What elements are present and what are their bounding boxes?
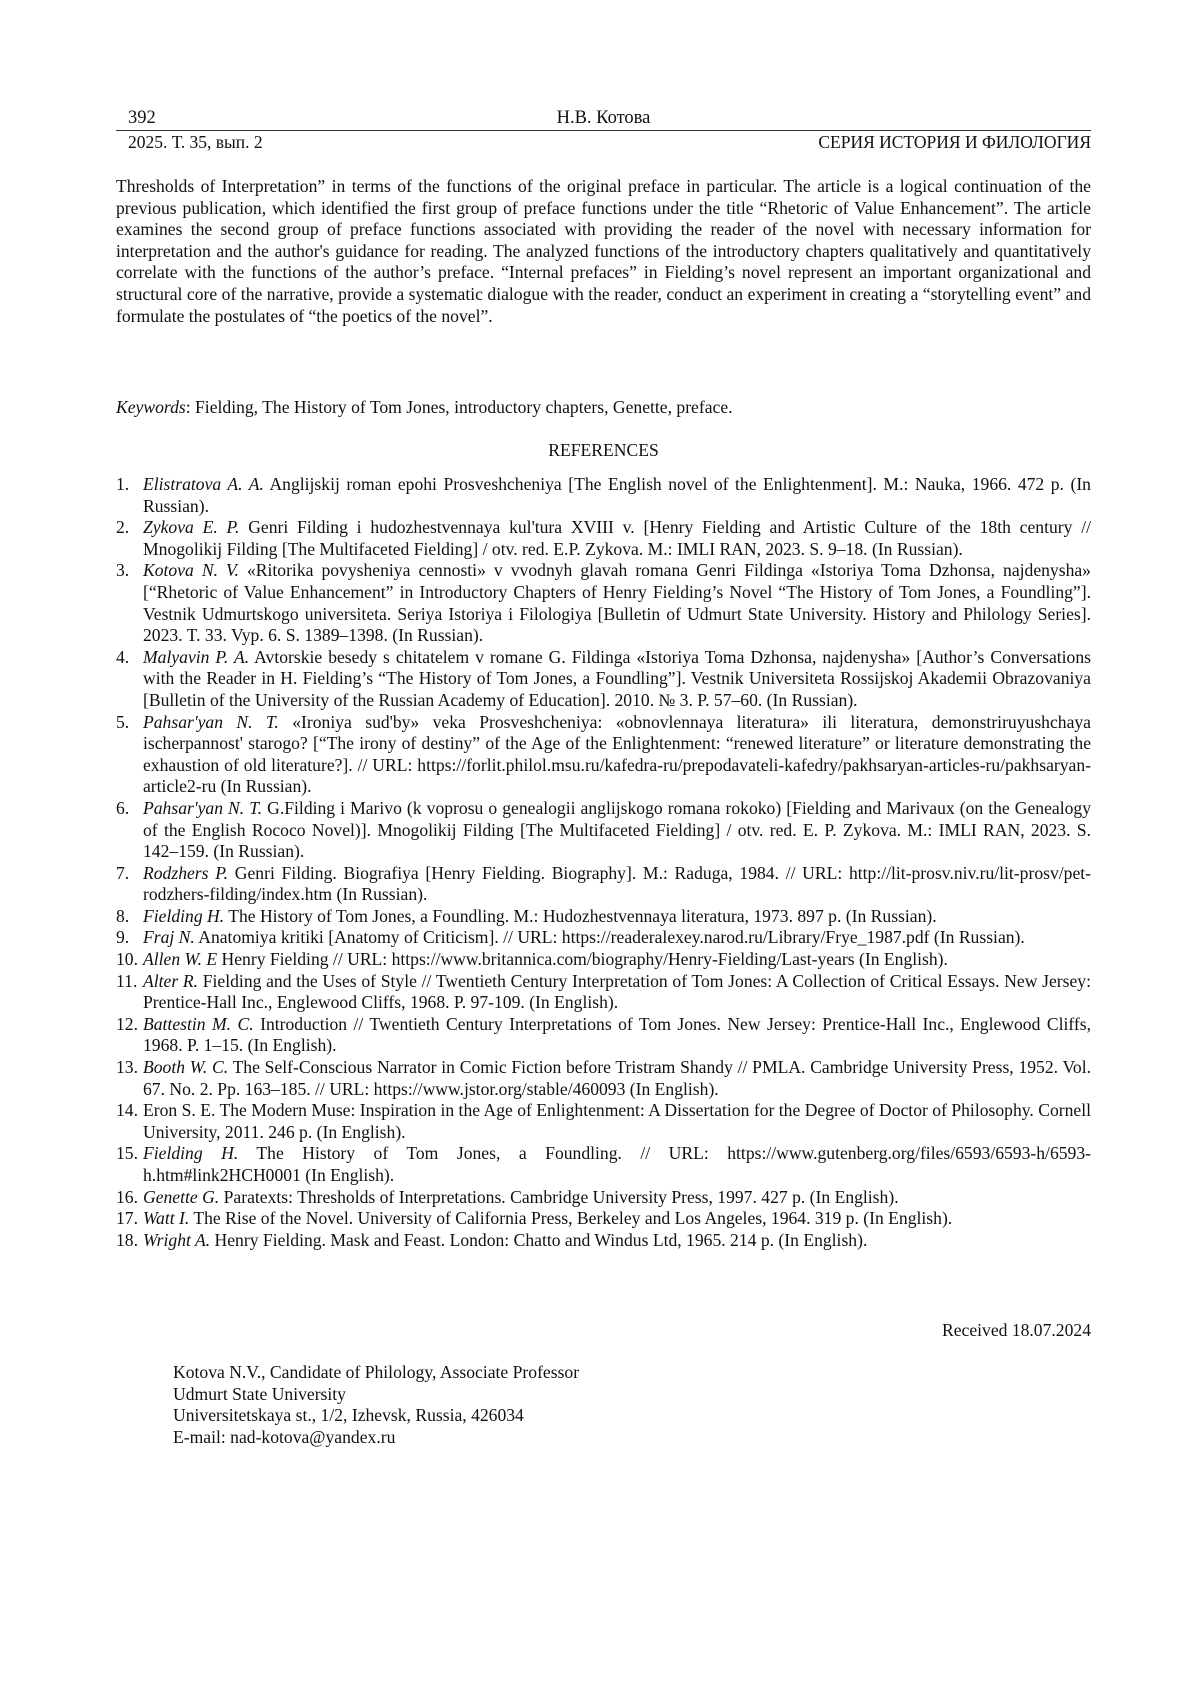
- reference-author: Alter R.: [143, 970, 199, 991]
- reference-item: [116, 863, 1091, 906]
- reference-number: 15.: [116, 1143, 138, 1164]
- reference-item: [116, 560, 1091, 646]
- reference-author: Elistratova A. A.: [143, 474, 264, 494]
- reference-item: [116, 1187, 1091, 1209]
- reference-number: 3.: [116, 560, 130, 581]
- reference-text: Anatomiya kritiki [Anatomy of Criticism]. // URL: https://readeralexey.narod.ru/Library/Frye_1987.pdf (In Russian).: [194, 927, 1025, 948]
- reference-item: [116, 1014, 1091, 1057]
- reference-item: [116, 1143, 1091, 1186]
- reference-item: [116, 712, 1091, 798]
- author-address: Universitetskaya st., 1/2, Izhevsk, Russia, 426034: [173, 1405, 524, 1426]
- page-number: 392: [128, 108, 156, 128]
- reference-item: [116, 1230, 1091, 1252]
- reference-author: Fielding H.: [143, 905, 225, 926]
- reference-number: 14.: [116, 1100, 138, 1121]
- reference-text: Avtorskie besedy s chitatelem v romane G. Fildinga «Istoriya Toma Dzhonsa, najdenysha» [Author’s Conversations with the Reader in H. Fielding’s “The History of Tom Jones, a Foundling”]. Vestnik Universiteta Rossijskoj Akademii Obrazovaniya [Bulletin of the University of the Russian Academy of Education]. 2010. № 3. P. 57–60. (In Russian).: [143, 646, 1091, 710]
- reference-text: Paratexts: Thresholds of Interpretations. Cambridge University Press, 1997. 427 p. (In English).: [219, 1186, 899, 1207]
- reference-number: 10.: [116, 949, 138, 970]
- reference-number: 1.: [116, 474, 130, 494]
- reference-item: [116, 1057, 1091, 1100]
- reference-author: Battestin M. C.: [143, 1013, 254, 1034]
- reference-author: Malyavin P. A.: [143, 646, 250, 667]
- reference-author: Wright A.: [143, 1229, 211, 1250]
- reference-number: 6.: [116, 797, 130, 818]
- reference-number: 8.: [116, 905, 130, 926]
- reference-author: Pahsar'yan N. T.: [143, 711, 279, 732]
- reference-text: The Rise of the Novel. University of California Press, Berkeley and Los Angeles, 1964. 319 p. (In English).: [189, 1208, 953, 1229]
- reference-number: 13.: [116, 1057, 138, 1078]
- keywords-label: Keywords: [116, 397, 186, 417]
- references-list: [116, 474, 1091, 1251]
- reference-number: 2.: [116, 517, 130, 538]
- reference-author: Booth W. C.: [143, 1057, 229, 1078]
- reference-text: «Ironiya sud'by» veka Prosveshcheniya: «obnovlennaya literatura» ili literatura, demonstriruyushchaya ischerpannost' starogo? [“The irony of destiny” of the Age of the Enlightenment: “renewed literature” or literature demonstrating the exhaustion of old literature?]. // URL: https://forlit.philol.msu.ru/kafedra-ru/prepodavateli-kafedry/pakhsaryan-articles-ru/pakhsaryan-article2-ru (In Russian).: [143, 711, 1091, 797]
- reference-item: [116, 1100, 1091, 1143]
- reference-text: The History of Tom Jones, a Foundling. M.: Hudozhestvennaya literatura, 1973. 897 p. (In Russian).: [224, 905, 937, 926]
- reference-author: Genette G.: [143, 1186, 220, 1207]
- reference-text: Henry Fielding // URL: https://www.britannica.com/biography/Henry-Fielding/Last-years (In English).: [217, 949, 948, 970]
- reference-number: 12.: [116, 1013, 138, 1034]
- keywords: [116, 397, 1091, 419]
- reference-item: [116, 971, 1091, 1014]
- reference-text: Genri Filding i hudozhestvennaya kul'tura XVIII v. [Henry Fielding and Artistic Culture of the 18th century // Mnogolikij Filding [The Multifaceted Fielding] / otv. red. E.P. Zykova. M.: IMLI RAN, 2023. S. 9–18. (In Russian).: [143, 517, 1092, 559]
- reference-number: 9.: [116, 927, 130, 948]
- author-email: E-mail: nad-kotova@yandex.ru: [173, 1426, 396, 1447]
- reference-number: 11.: [116, 970, 138, 991]
- author-affiliation: Udmurt State University: [173, 1383, 346, 1404]
- reference-text: Fielding and the Uses of Style // Twentieth Century Interpretation of Tom Jones: A Collection of Critical Essays. New Jersey: Prentice-Hall Inc., Englewood Cliffs, 1968. P. 97-109. (In English).: [143, 970, 1091, 1013]
- reference-item: [116, 798, 1091, 863]
- reference-number: 18.: [116, 1229, 138, 1250]
- reference-text: «Ritorika povysheniya cennosti» v vvodnyh glavah romana Genri Fildinga «Istoriya Toma Dzhonsa, najdenysha» [“Rhetoric of Value Enhancement” in Introductory Chapters of Henry Fielding’s Novel “The History of Tom Jones, a Foundling”]. Vestnik Udmurtskogo universiteta. Seriya Istoriya i Filologiya [Bulletin of Udmurt State University. History and Philology Series]. 2023. T. 33. Vyp. 6. S. 1389–1398. (In Russian).: [143, 560, 1091, 646]
- keywords-text: : Fielding, The History of Tom Jones, introductory chapters, Genette, preface.: [185, 397, 733, 417]
- received-date: Received 18.07.2024: [941, 1320, 1091, 1340]
- running-header: [116, 108, 1091, 131]
- reference-text: Anglijskij roman epohi Prosveshcheniya [The English novel of the Enlightenment]. M.: Nauka, 1966. 472 p. (In Russian).: [143, 474, 1091, 516]
- reference-text: Eron S. E. The Modern Muse: Inspiration in the Age of Enlightenment: A Dissertation for the Degree of Doctor of Philosophy. Cornell University, 2011. 246 p. (In English).: [143, 1100, 1091, 1142]
- reference-text: Genri Filding. Biografiya [Henry Fielding. Biography]. M.: Raduga, 1984. // URL: http://lit-prosv.niv.ru/lit-prosv/pet-rodzhers-filding/index.htm (In Russian).: [143, 862, 1091, 905]
- reference-author: Zykova E. P.: [143, 517, 240, 538]
- reference-item: [116, 647, 1091, 712]
- header-author: Н.В. Котова: [556, 108, 651, 128]
- reference-number: 4.: [116, 646, 130, 667]
- reference-text: G.Filding i Marivo (k voprosu o genealogii anglijskogo romana rokoko) [Fielding and Marivaux (on the Genealogy of the English Rococo Novel)]. Mnogolikij Filding [The Multifaceted Fielding] / otv. red. E. P. Zykova. M.: IMLI RAN, 2023. S. 142–159. (In Russian).: [143, 797, 1091, 862]
- reference-text: Henry Fielding. Mask and Feast. London: Chatto and Windus Ltd, 1965. 214 p. (In English).: [210, 1229, 868, 1250]
- reference-text: The Self-Conscious Narrator in Comic Fiction before Tristram Shandy // PMLA. Cambridge University Press, 1952. Vol. 67. No. 2. Pp. 163–185. // URL: https://www.jstor.org/stable/460093 (In English).: [143, 1057, 1091, 1099]
- reference-item: [116, 474, 1091, 517]
- reference-item: [116, 517, 1091, 560]
- reference-author: Rodzhers P.: [143, 862, 229, 883]
- reference-item: [116, 927, 1091, 949]
- reference-number: 5.: [116, 711, 130, 732]
- author-name: Kotova N.V., Candidate of Philology, Associate Professor: [173, 1362, 580, 1382]
- reference-author: Fielding H.: [143, 1143, 239, 1164]
- references-heading: REFERENCES: [548, 440, 659, 460]
- reference-number: 16.: [116, 1186, 138, 1207]
- reference-text: The History of Tom Jones, a Foundling. // URL: https://www.gutenberg.org/files/6593/6593-h/6593-h.htm#link2HCH0001 (In English).: [143, 1143, 1091, 1185]
- reference-author: Fraj N.: [143, 927, 195, 948]
- author-info: [173, 1362, 579, 1448]
- reference-number: 7.: [116, 862, 130, 883]
- series-title: СЕРИЯ ИСТОРИЯ И ФИЛОЛОГИЯ: [818, 132, 1091, 152]
- reference-number: 17.: [116, 1208, 138, 1229]
- reference-author: Pahsar'yan N. T.: [143, 797, 263, 818]
- abstract-text: Thresholds of Interpretation” in terms of the functions of the original preface in particular. The article is a logical continuation of the previous publication, which identified the first group of preface functions under the title “Rhetoric of Value Enhancement”. The article examines the second group of preface functions associated with providing the reader of the novel with necessary information for interpretation and the author's guidance for reading. The analyzed functions of the introductory chapters qualitatively and quantitatively correlate with the functions of the author’s preface. “Internal prefaces” in Fielding’s novel represent an important organizational and structural core of the narrative, provide a systematic dialogue with the reader, conduct an experiment in creating a “storytelling event” and formulate the postulates of “the poetics of the novel”.: [116, 176, 1091, 326]
- reference-item: [116, 1208, 1091, 1230]
- reference-author: Watt I.: [143, 1208, 190, 1229]
- reference-text: Introduction // Twentieth Century Interpretations of Tom Jones. New Jersey: Prentice-Hall Inc., Englewood Cliffs, 1968. P. 1–15. (In English).: [143, 1013, 1091, 1056]
- reference-author: Kotova N. V.: [143, 560, 239, 581]
- issue-info: 2025. Т. 35, вып. 2: [128, 132, 263, 152]
- reference-item: [116, 949, 1091, 971]
- reference-item: [116, 906, 1091, 928]
- reference-author: Allen W. E: [143, 949, 218, 970]
